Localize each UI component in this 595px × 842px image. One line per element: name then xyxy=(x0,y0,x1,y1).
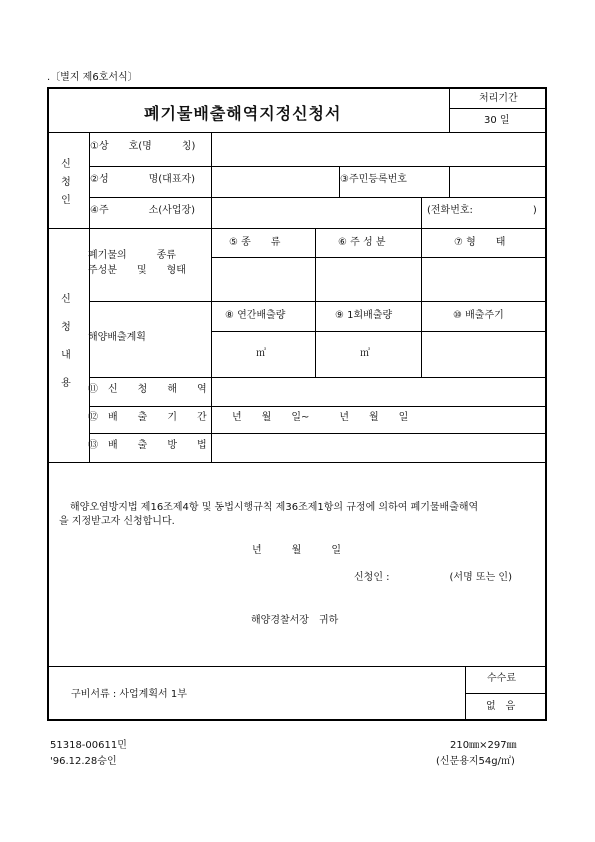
col-annual-discharge: ⑧ 연간배출량 xyxy=(225,310,286,321)
col-discharge-cycle: ⑩ 배출주기 xyxy=(453,310,504,321)
resident-number-label: ③주민등록번호 xyxy=(340,174,407,185)
fee-value: 없 음 xyxy=(486,701,516,712)
discharge-plan-label: 해양배출계획 xyxy=(88,332,146,343)
sea-area-label: ⑪ 신 청 해 역 xyxy=(88,384,207,395)
phone-label: (전화번호: ) xyxy=(427,205,537,216)
details-section-label: 신 청 내 용 xyxy=(61,294,71,389)
col-form: ⑦ 형 태 xyxy=(454,237,506,248)
form-number-label: .〔별지 제6호서식〕 xyxy=(47,72,138,83)
company-name-label: ①상 호(명 칭) xyxy=(90,141,196,152)
applicant-section-label: 신 청 인 xyxy=(61,159,71,206)
declaration-date: 년 월 일 xyxy=(252,545,341,556)
col-component: ⑥ 주 성 분 xyxy=(338,237,386,248)
col-single-discharge: ⑨ 1회배출량 xyxy=(335,310,393,321)
declaration-line-2: 을 지정받고자 신청합니다. xyxy=(59,516,175,527)
discharge-period-value: 년 월 일~ 년 월 일 xyxy=(232,412,409,423)
paper-type: (신문용지54g/㎡) xyxy=(436,756,515,767)
waste-type-label: 폐기물의 종류 xyxy=(88,250,176,261)
required-documents: 구비서류 : 사업계획서 1부 xyxy=(71,689,187,700)
waste-component-label: 주성분 및 형태 xyxy=(88,265,186,276)
approval-date: '96.12.28승인 xyxy=(50,756,117,767)
form-code: 51318-00611민 xyxy=(50,740,127,751)
processing-period-label: 처리기간 xyxy=(479,93,518,104)
processing-period-value: 30 일 xyxy=(484,115,510,126)
unit-annual: ㎥ xyxy=(256,348,266,359)
declaration-line-1: 해양오염방지법 제16조제4항 및 동법시행규칙 제36조제1항의 규정에 의하여 폐기물배출해역 xyxy=(70,502,479,513)
paper-size: 210㎜×297㎜ xyxy=(450,740,517,751)
address-label: ④주 소(사업장) xyxy=(90,205,196,216)
applicant-signature-line: 신청인 : (서명 또는 인) xyxy=(354,572,512,583)
form-title: 폐기물배출해역지정신청서 xyxy=(144,104,342,123)
col-type: ⑤ 종 류 xyxy=(229,237,281,248)
fee-label: 수수료 xyxy=(487,673,516,684)
representative-label: ②성 명(대표자) xyxy=(90,174,196,185)
unit-single: ㎥ xyxy=(360,348,370,359)
addressee: 해양경찰서장 귀하 xyxy=(251,615,339,626)
discharge-method-label: ⑬ 배 출 방 법 xyxy=(88,440,207,451)
discharge-period-label: ⑫ 배 출 기 간 xyxy=(88,412,207,423)
